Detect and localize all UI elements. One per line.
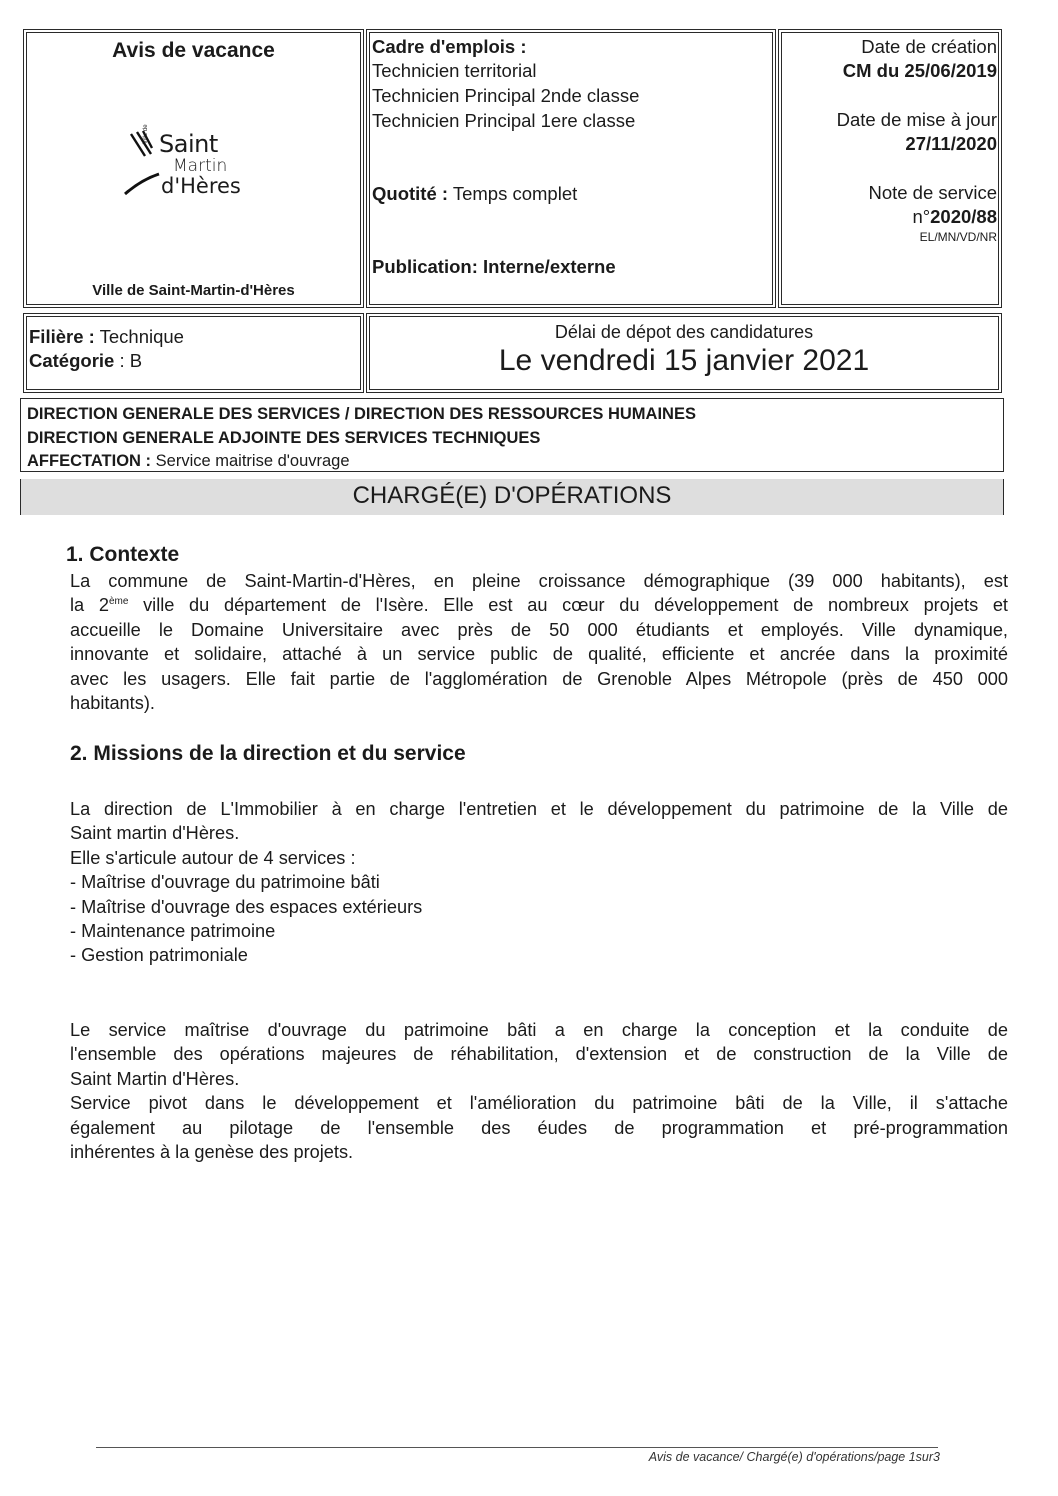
section-paragraph bbox=[70, 797, 1008, 968]
paragraph-line: Saint Martin d'Hères. bbox=[70, 1068, 240, 1089]
paragraph-line: Le service maîtrise d'ouvrage du patrimoine bâti a en charge la conception et la conduite de bbox=[70, 1020, 1008, 1040]
delai-label: Délai de dépot des candidatures bbox=[554, 322, 814, 342]
list-item: - Gestion patrimoniale bbox=[70, 945, 248, 966]
cadre-line: Technicien Principal 1ere classe bbox=[372, 110, 636, 131]
note-value: 2020/88 bbox=[930, 206, 997, 227]
paragraph-line: l'ensemble des opérations majeures de réhabilitation, d'extension et de construction de la Ville de bbox=[70, 1044, 1008, 1065]
footer-text: Avis de vacance/ Chargé(e) d'opérations/page 1sur3 bbox=[648, 1450, 940, 1464]
job-title: CHARGÉ(E) D'OPÉRATIONS bbox=[352, 482, 672, 509]
cadre-label bbox=[372, 35, 527, 60]
dates-box bbox=[781, 32, 999, 305]
paragraph-line: Service pivot dans le développement et l'amélioration du patrimoine bâti de la Ville, il s'attache bbox=[70, 1093, 1008, 1114]
filiere-label: Filière : bbox=[29, 326, 95, 347]
filiere-box bbox=[26, 316, 361, 390]
publication: Publication: Interne/externe bbox=[372, 256, 616, 277]
line-rest: ville du département de l'Isère. Elle est au cœur du développement de nombreux projets et bbox=[143, 595, 1008, 616]
note-prefix: n° bbox=[912, 206, 931, 227]
note-service-ref: EL/MN/VD/NR bbox=[919, 230, 997, 244]
filiere bbox=[29, 325, 184, 350]
list-item: - Maintenance patrimoine bbox=[70, 921, 276, 942]
filiere-value: Technique bbox=[99, 326, 184, 347]
affectation-value: Service maitrise d'ouvrage bbox=[155, 452, 350, 470]
paragraph-line: accueille le Domaine Universitaire avec près de 50 000 étudiants et employés. Ville dynamique, bbox=[70, 619, 1008, 640]
cadre-line: Technicien Principal 2nde classe bbox=[372, 85, 640, 106]
superscript: ème bbox=[108, 596, 129, 608]
section-title: 1. Contexte bbox=[66, 543, 180, 566]
section-paragraph bbox=[70, 569, 1008, 715]
line-prefix: la 2 bbox=[70, 595, 109, 616]
list-item: - Maîtrise d'ouvrage des espaces extérieurs bbox=[70, 896, 423, 917]
categorie-value: : B bbox=[119, 350, 143, 371]
categorie bbox=[29, 349, 142, 374]
header-title-box bbox=[26, 32, 361, 305]
cadre-label-text: Cadre d'emplois : bbox=[372, 36, 527, 57]
logo-martin: Martin bbox=[173, 156, 228, 176]
cadre-line: Technicien territorial bbox=[372, 60, 537, 81]
city-logo bbox=[119, 124, 249, 208]
paragraph-line: Saint martin d'Hères. bbox=[70, 823, 240, 844]
direction-line: DIRECTION GENERALE ADJOINTE DES SERVICES TECHNIQUES bbox=[27, 428, 541, 447]
cadre-emplois-box bbox=[369, 32, 773, 305]
list-item: - Maîtrise d'ouvrage du patrimoine bâti bbox=[70, 872, 380, 893]
date-creation-label: Date de création bbox=[861, 36, 997, 57]
logo-heres: d'Hères bbox=[161, 174, 241, 198]
footer-rule bbox=[96, 1447, 938, 1448]
paragraph-line: La commune de Saint-Martin-d'Hères, en pleine croissance démographique (39 000 habitants), est bbox=[70, 571, 1008, 591]
quotite bbox=[372, 182, 577, 207]
date-maj-value: 27/11/2020 bbox=[905, 133, 997, 154]
date-creation-value: CM du 25/06/2019 bbox=[842, 60, 997, 81]
city-name: Ville de Saint-Martin-d'Hères bbox=[92, 282, 295, 299]
paragraph-line: inhérentes à la genèse des projets. bbox=[70, 1142, 354, 1163]
document-title: Avis de vacance bbox=[112, 39, 275, 62]
direction-block bbox=[20, 398, 1004, 472]
delai-date: Le vendredi 15 janvier 2021 bbox=[498, 344, 870, 377]
logo-ville-de: Ville de bbox=[143, 124, 149, 144]
date-maj-label: Date de mise à jour bbox=[836, 109, 997, 130]
quotite-label: Quotité : bbox=[372, 183, 449, 204]
paragraph-line: innovante et solidaire, attaché à un service public de qualité, efficiente et ancrée dans la proximité bbox=[70, 644, 1008, 665]
paragraph-line: La direction de L'Immobilier à en charge l'entretien et le développement du patrimoine de la Ville de bbox=[70, 799, 1008, 819]
note-service-label: Note de service bbox=[868, 182, 997, 203]
paragraph-line-with-sup bbox=[70, 593, 1008, 617]
affectation bbox=[27, 450, 1003, 474]
logo-saint: Saint bbox=[159, 130, 218, 158]
paragraph-line: habitants). bbox=[70, 693, 155, 714]
categorie-label: Catégorie bbox=[29, 350, 115, 371]
paragraph-line: Elle s'articule autour de 4 services : bbox=[70, 847, 356, 868]
affectation-label: AFFECTATION : bbox=[27, 452, 152, 470]
paragraph-line: également au pilotage de l'ensemble des éudes de programmation et pré-programmation bbox=[70, 1117, 1008, 1138]
note-service-number bbox=[912, 205, 997, 230]
delai-box bbox=[369, 316, 999, 390]
section-title: 2. Missions de la direction et du service bbox=[70, 742, 466, 765]
paragraph-line: avec les usagers. Elle fait partie de l'agglomération de Grenoble Alpes Métropole (près de 450 000 bbox=[70, 668, 1008, 689]
section-paragraph bbox=[70, 1018, 1008, 1164]
job-title-bar bbox=[20, 479, 1004, 515]
quotite-value: Temps complet bbox=[452, 183, 578, 204]
direction-line: DIRECTION GENERALE DES SERVICES / DIRECTION DES RESSOURCES HUMAINES bbox=[27, 405, 696, 423]
